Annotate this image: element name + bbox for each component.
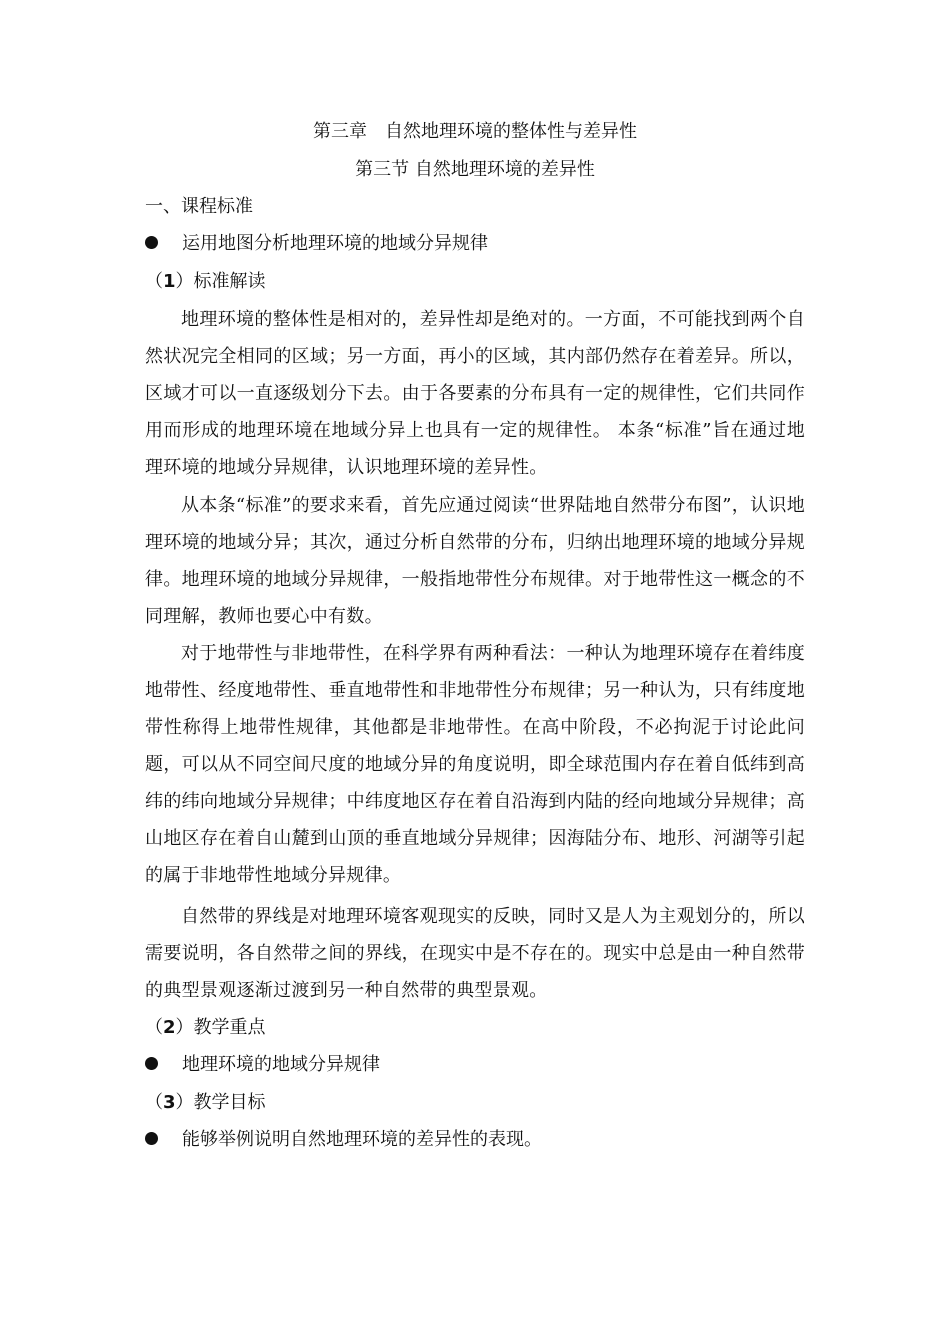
key-point-bullet-text: 地理环境的地域分异规律 (182, 1054, 380, 1075)
paragraph-4: 自然带的界线是对地理环境客观现实的反映，同时又是人为主观划分的，所以需要说明，各自然带之间的界线，在现实中是不存在的。现实中总是由一种自然带的典型景观逐渐过渡到另一种自然带的典型景观。 (145, 906, 805, 1001)
bullet-icon (145, 236, 158, 249)
section-title: 第三节 自然地理环境的差异性 (355, 159, 595, 180)
bullet-icon (145, 1057, 158, 1070)
paragraph-1: 地理环境的整体性是相对的，差异性却是绝对的。一方面，不可能找到两个自然状况完全相同的区域；另一方面，再小的区域，其内部仍然存在着差异。所以，区域才可以一直逐级划分下去。由于各要素的分布具有一定的规律性，它们共同作用而形成的地理环境在地域分异上也具有一定的规律性。 本条“标准”旨在通过地理环境的地域分异规律，认识地理环境的差异性。 (145, 309, 805, 478)
paragraph-3: 对于地带性与非地带性，在科学界有两种看法：一种认为地理环境存在着纬度地带性、经度地带性、垂直地带性和非地带性分布规律；另一种认为，只有纬度地带性称得上地带性规律，其他都是非地带性。在高中阶段，不必拘泥于讨论此问题，可以从不同空间尺度的地域分异的角度说明，即全球范围内存在着自低纬到高纬的纬向地域分异规律；中纬度地区存在着自沿海到内陆的经向地域分异规律；高山地区存在着自山麓到山顶的垂直地域分异规律；因海陆分布、地形、河湖等引起的属于非地带性地域分异规律。 (145, 643, 805, 886)
standard-bullet-text: 运用地图分析地理环境的地域分异规律 (182, 233, 488, 254)
bullet-icon (145, 1132, 158, 1145)
subheading-teaching-focus: （2）教学重点 (145, 1017, 266, 1038)
paragraph-2: 从本条“标准”的要求来看，首先应通过阅读“世界陆地自然带分布图”，认识地理环境的地域分异；其次，通过分析自然带的分布，归纳出地理环境的地域分异规律。地理环境的地域分异规律，一般指地带性分布规律。对于地带性这一概念的不同理解，教师也要心中有数。 (145, 495, 805, 627)
standard-bullet-item (145, 232, 488, 256)
subheading-teaching-goals: （3）教学目标 (145, 1092, 266, 1113)
subheading-standard-interpretation: （1）标准解读 (145, 271, 266, 292)
goal-bullet-item (145, 1128, 542, 1152)
key-point-bullet-item (145, 1053, 380, 1077)
goal-bullet-text: 能够举例说明自然地理环境的差异性的表现。 (182, 1129, 542, 1150)
heading-curriculum-standard: 一、课程标准 (145, 196, 253, 217)
chapter-title: 第三章 自然地理环境的整体性与差异性 (313, 121, 637, 142)
